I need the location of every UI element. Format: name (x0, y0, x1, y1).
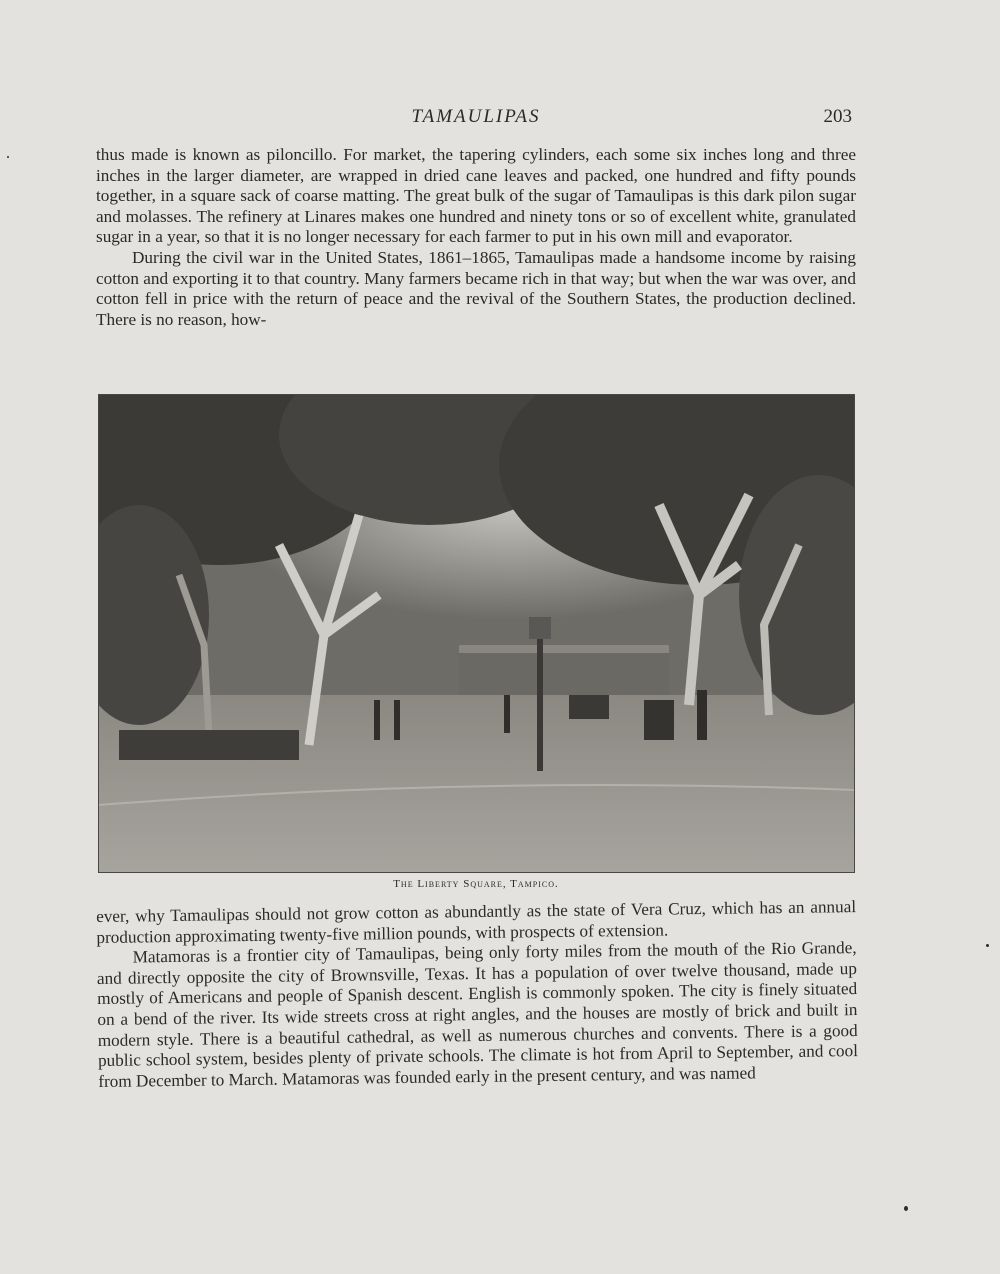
ink-speck (7, 156, 9, 158)
text-block-top (96, 145, 856, 330)
text-block-bottom (96, 897, 858, 1092)
ink-speck (904, 1206, 908, 1211)
paragraph: thus made is known as piloncillo. For market, the tapering cylinders, each some six inches long and three inches in the larger diameter, are wrapped in dried cane leaves and packed, one hundred and fifty pounds together, in a square sack of coarse matting. The great bulk of the sugar of Tamaulipas is this dark pilon sugar and molasses. The refinery at Linares makes one hundred and ninety tons or so of excellent white, granulated sugar in a year, so that it is no longer necessary for each farmer to put in his own mill and evaporator. (96, 145, 856, 247)
running-head (96, 104, 856, 134)
photograph-liberty-square (98, 394, 855, 873)
running-title: TAMAULIPAS (411, 106, 541, 127)
photo-illustration (99, 395, 854, 872)
page-number: 203 (823, 106, 852, 127)
ink-speck (986, 944, 989, 947)
figure-caption: The Liberty Square, Tampico. (393, 878, 559, 890)
paragraph: Matamoras is a frontier city of Tamaulipas, being only forty miles from the mouth of the Rio Grande, and directly opposite the city of Brownsville, Texas. It has a population of over twelve thousand, made up mostly of Americans and people of Spanish descent. English is commonly spoken. The city is finely situated on a bend of the river. Its wide streets cross at right angles, and the houses are mostly of brick and built in modern style. There is a beautiful cathedral, as well as numerous churches and convents. There is a good public school system, besides plenty of private schools. The climate is hot from April to September, and cool from December to March. Matamoras was founded early in the present century, and was named (96, 938, 859, 1091)
paragraph: During the civil war in the United States, 1861–1865, Tamaulipas made a handsome income by raising cotton and exporting it to that country. Many farmers became rich in that way; but when the war was over, and cotton fell in price with the return of peace and the revival of the Southern States, the production declined. There is no reason, how- (96, 247, 856, 329)
paragraph: ever, why Tamaulipas should not grow cotton as abundantly as the state of Vera Cruz, which has an annual production approximating twenty-five million pounds, with prospects of extension. (96, 897, 857, 947)
